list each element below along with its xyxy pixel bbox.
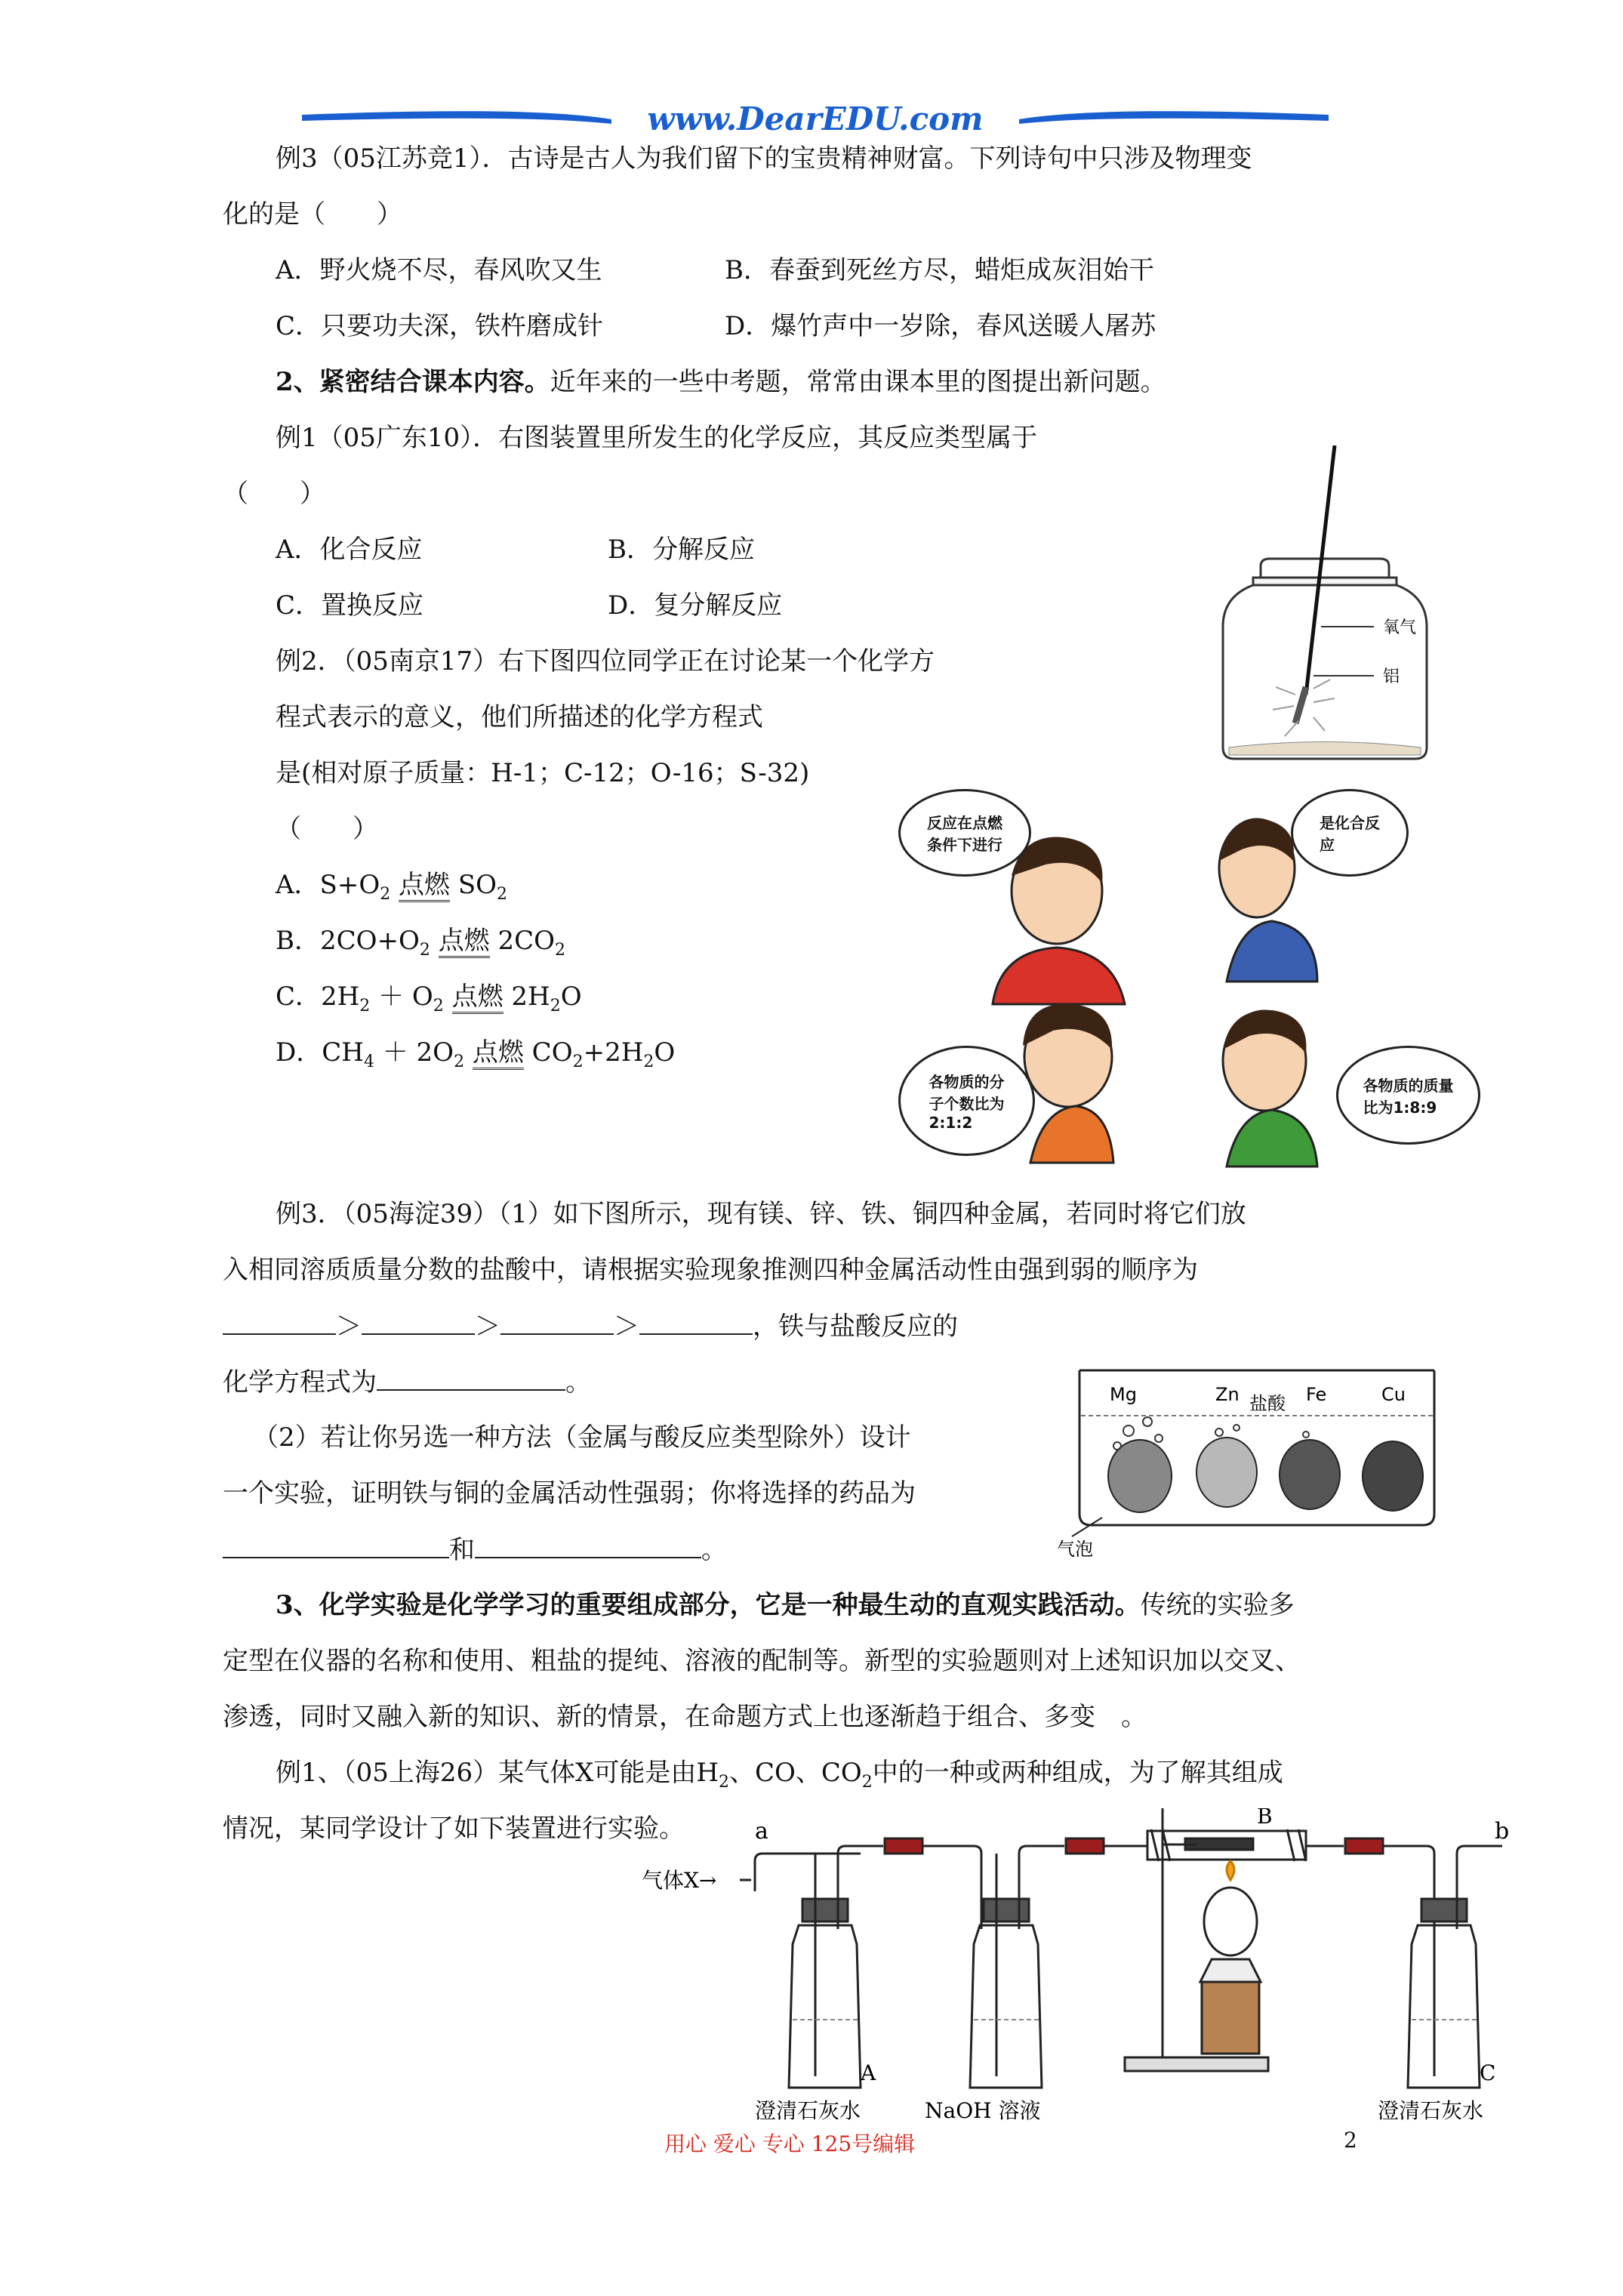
label-gas-in: 气体X→ — [642, 1868, 717, 1893]
label-cu: Cu — [1381, 1384, 1406, 1405]
bubble3-line3: 2:1:2 — [929, 1114, 973, 1132]
condition-b: 点燃 — [439, 926, 490, 958]
section3-heading: 3、化学实验是化学学习的重要组成部分，它是一种最生动的直观实践活动。 — [276, 1590, 1141, 1620]
q3-stem-1: 例2．（05南京17）右下图四位同学正在讨论某一个化学方 — [276, 646, 935, 676]
q5-stem-2: 情况，某同学设计了如下装置进行实验。 — [223, 1814, 685, 1844]
label-b-outlet: b — [1495, 1818, 1510, 1845]
bubble2-line2: 应 — [1320, 836, 1335, 854]
blank-4[interactable] — [639, 1311, 753, 1335]
section2-heading: 2、紧密结合课本内容。 — [276, 367, 550, 397]
label-B: B — [1257, 1808, 1273, 1829]
footer-slogan: 用心 爱心 专心 125号编辑 — [664, 2131, 916, 2156]
blank-equation[interactable] — [377, 1367, 565, 1391]
section3-line1 — [276, 1590, 1295, 1620]
q2-option-c: C．置换反应 — [276, 590, 424, 621]
condition-c: 点燃 — [452, 982, 504, 1014]
q2-stem-1: 例1（05广东10）．右图装置里所发生的化学反应，其反应类型属于 — [276, 423, 1038, 453]
q5-stem-1c: 中的一种或两种组成，为了解其组成 — [872, 1758, 1283, 1788]
q2-option-d: D．复分解反应 — [608, 590, 783, 621]
section3-line1-rest: 传统的实验多 — [1140, 1590, 1295, 1620]
header-banner — [302, 98, 1329, 143]
label-zn: Zn — [1215, 1384, 1240, 1405]
q4-part2-3 — [223, 1534, 727, 1565]
section2-line — [276, 367, 1166, 397]
bubble4-line1: 各物质的质量 — [1363, 1076, 1454, 1095]
bubble2-line1: 是化合反 — [1320, 814, 1380, 832]
q2-stem-2: （ ） — [223, 479, 325, 509]
label-limewater-c: 澄清石灰水 — [1378, 2098, 1484, 2123]
q2-option-a: A．化合反应 — [276, 535, 423, 565]
q4-and: 和 — [449, 1535, 475, 1565]
label-naoh: NaOH 溶液 — [925, 2098, 1041, 2123]
label-acid: 盐酸 — [1249, 1393, 1286, 1414]
q4-line4-head: 化学方程式为 — [223, 1367, 377, 1398]
q1-option-b: B．春蚕到死丝方尽，蜡炬成灰泪始干 — [725, 255, 1154, 285]
label-C: C — [1480, 2060, 1496, 2085]
gt-3: ＞ — [614, 1311, 639, 1342]
bubble3-line2: 子个数比为 — [929, 1095, 1005, 1113]
q4-part2-end: 。 — [701, 1535, 727, 1565]
metals-beaker-figure — [1057, 1363, 1449, 1559]
q4-part2-2: 一个实验，证明铁与铜的金属活动性强弱；你将选择的药品为 — [223, 1478, 916, 1509]
q3-option-c: C．$2H_2 + O_2$ 点燃 $2H_2O$ — [276, 982, 582, 1015]
section3-line3: 渗透，同时又融入新的知识、新的情景，在命题方式上也逐渐趋于组合、多变 。 — [223, 1702, 1147, 1732]
label-aluminium: 铝 — [1383, 667, 1400, 686]
jar-figure — [1200, 445, 1487, 770]
q4-line3-tail: ，铁与盐酸反应的 — [753, 1311, 958, 1342]
q1-stem-2: 化的是（ ） — [223, 199, 402, 230]
label-oxygen: 氧气 — [1383, 618, 1417, 637]
q3-option-b: B．$2CO+O_2$ 点燃 $2CO_2$ — [276, 926, 566, 960]
condition-a: 点燃 — [399, 870, 450, 902]
q3-option-a: A．$S+O_2$ 点燃 $SO_2$ — [276, 870, 508, 904]
blank-3[interactable] — [500, 1311, 614, 1335]
label-fe: Fe — [1306, 1384, 1327, 1405]
q3-stem-2: 程式表示的意义，他们所描述的化学方程式 — [276, 702, 763, 732]
q3-option-d: D．$CH_4 + 2O_2$ 点燃 $CO_2+2H_2O$ — [276, 1037, 676, 1071]
label-limewater-a: 澄清石灰水 — [755, 2098, 861, 2123]
q4-stem-1: 例3．（05海淀39）（1）如下图所示，现有镁、锌、铁、铜四种金属，若同时将它们放 — [276, 1199, 1246, 1229]
section3-line2: 定型在仪器的名称和使用、粗盐的提纯、溶液的配制等。新型的实验题则对上述知识加以交叉、 — [223, 1646, 1301, 1676]
q4-part2-1: （2）若让你另选一种方法（金属与酸反应类型除外）设计 — [253, 1422, 911, 1453]
blank-reagent-2[interactable] — [475, 1534, 701, 1558]
page-number: 2 — [1344, 2128, 1357, 2153]
blank-1[interactable] — [223, 1311, 336, 1335]
q1-option-a: A．野火烧不尽，春风吹又生 — [276, 255, 602, 285]
q5-stem-1: 例1、（05上海26）某气体X可能是由$H_2$、CO、$CO_2$中的一种或两种组成，为了解其组成 — [276, 1758, 1283, 1792]
label-a-inlet: a — [755, 1818, 768, 1845]
label-A: A — [861, 2060, 876, 2085]
q1-stem-1: 例3（05江苏竞1）．古诗是古人为我们留下的宝贵精神财富。下列诗句中只涉及物理变 — [276, 143, 1252, 174]
speech-bubble-3 — [898, 1046, 1035, 1156]
q2-option-b: B．分解反应 — [608, 535, 755, 565]
gt-2: ＞ — [475, 1311, 500, 1342]
label-mg: Mg — [1110, 1384, 1137, 1405]
q4-stem-2: 入相同溶质质量分数的盐酸中，请根据实验现象推测四种金属活动性由强到弱的顺序为 — [223, 1255, 1198, 1285]
q4-line4-tail: 。 — [565, 1367, 591, 1398]
bubble1-line1: 反应在点燃 — [927, 814, 1002, 832]
apparatus-figure — [634, 1808, 1517, 2125]
bubble3-line1: 各物质的分 — [929, 1073, 1005, 1091]
q3-stem-4: （ ） — [276, 814, 378, 844]
q4-equation-line — [223, 1367, 591, 1398]
label-gas-bubble: 气泡 — [1057, 1539, 1093, 1559]
section2-rest: 近年来的一些中考题，常常由课本里的图提出新问题。 — [550, 367, 1166, 397]
site-logo: www.DearEDU.com — [647, 100, 984, 137]
bubble4-line2: 比为1:8:9 — [1363, 1098, 1437, 1117]
bubble1-line2: 条件下进行 — [927, 836, 1002, 854]
speech-bubble-4 — [1336, 1046, 1480, 1145]
q5-stem-1a: 例1、（05上海26）某气体X可能是由H — [276, 1758, 719, 1788]
q4-blanks-line — [223, 1311, 958, 1342]
q1-option-c: C．只要功夫深，铁杵磨成针 — [276, 311, 604, 341]
blank-reagent-1[interactable] — [223, 1534, 449, 1558]
speech-bubble-1 — [898, 789, 1031, 877]
q1-option-d: D．爆竹声中一岁除，春风送暖人屠苏 — [725, 311, 1156, 341]
blank-2[interactable] — [362, 1311, 475, 1335]
q5-stem-1b: 、CO、CO — [729, 1758, 862, 1788]
condition-d: 点燃 — [473, 1037, 524, 1070]
speech-bubble-2 — [1291, 789, 1409, 877]
gt-1: ＞ — [336, 1311, 362, 1342]
q3-stem-3: 是(相对原子质量：H-1；C-12；O-16；S-32) — [276, 758, 810, 788]
